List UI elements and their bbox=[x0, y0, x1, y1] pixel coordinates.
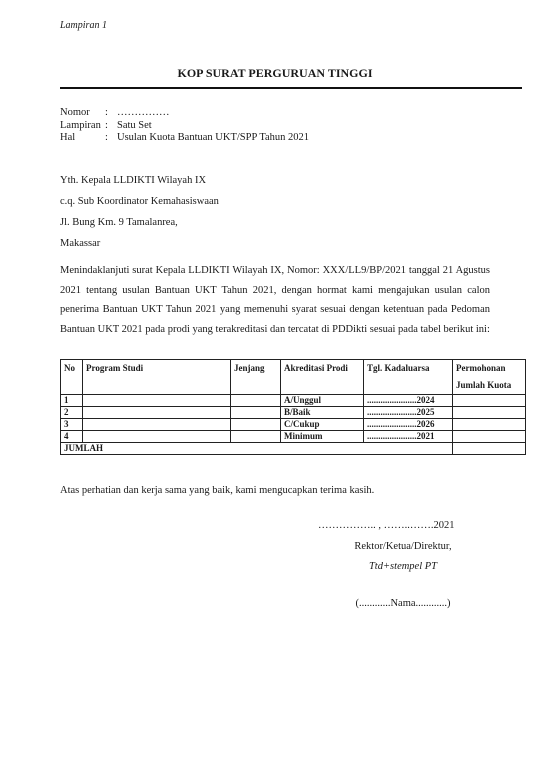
header-akreditasi: Akreditasi Prodi bbox=[281, 360, 364, 395]
total-label: JUMLAH bbox=[61, 443, 453, 455]
table-total-row bbox=[61, 443, 526, 455]
header-jenjang: Jenjang bbox=[231, 360, 281, 395]
quota-table bbox=[60, 359, 526, 455]
cell-jenjang bbox=[231, 431, 281, 443]
cell-no: 4 bbox=[61, 431, 83, 443]
header-program-studi: Program Studi bbox=[83, 360, 231, 395]
header-tgl-kadaluarsa: Tgl. Kadaluarsa bbox=[364, 360, 453, 395]
cell-akreditasi: Minimum bbox=[281, 431, 364, 443]
cell-prodi bbox=[83, 431, 231, 443]
cell-jenjang bbox=[231, 407, 281, 419]
signatory-name: (............Nama............) bbox=[355, 598, 451, 609]
cell-tgl: ......................2026 bbox=[364, 419, 453, 431]
cell-no: 2 bbox=[61, 407, 83, 419]
address-line: Jl. Bung Km. 9 Tamalanrea, bbox=[60, 217, 178, 228]
cell-tgl: ......................2021 bbox=[364, 431, 453, 443]
signatory-title: Rektor/Ketua/Direktur, bbox=[354, 541, 452, 552]
letter-meta bbox=[60, 107, 309, 145]
cell-akreditasi: A/Unggul bbox=[281, 395, 364, 407]
address-line: c.q. Sub Koordinator Kemahasiswaan bbox=[60, 196, 219, 207]
cell-tgl: ......................2025 bbox=[364, 407, 453, 419]
recipient-address bbox=[60, 170, 219, 254]
attachment-label: Lampiran 1 bbox=[60, 20, 107, 31]
meta-value: Satu Set bbox=[117, 119, 152, 131]
header-no: No bbox=[61, 360, 83, 395]
cell-prodi bbox=[83, 419, 231, 431]
signature-date: …………….. , ……..…….2021 bbox=[318, 520, 455, 531]
meta-colon: : bbox=[105, 119, 108, 131]
meta-label: Nomor bbox=[60, 107, 90, 118]
cell-kuota bbox=[453, 431, 526, 443]
address-line: Yth. Kepala LLDIKTI Wilayah IX bbox=[60, 175, 207, 186]
meta-row-lampiran bbox=[60, 120, 309, 133]
meta-row-hal bbox=[60, 132, 309, 145]
cell-tgl: ......................2024 bbox=[364, 395, 453, 407]
meta-colon: : bbox=[105, 107, 108, 118]
total-value bbox=[453, 443, 526, 455]
closing-sentence: Atas perhatian dan kerja sama yang baik, kami mengucapkan terima kasih. bbox=[60, 485, 375, 496]
meta-label: Lampiran bbox=[60, 119, 101, 131]
meta-label: Hal bbox=[60, 132, 76, 143]
cell-no: 3 bbox=[61, 419, 83, 431]
table-row bbox=[61, 431, 526, 443]
meta-value: Usulan Kuota Bantuan UKT/SPP Tahun 2021 bbox=[117, 132, 310, 143]
letter-body: Menindaklanjuti surat Kepala LLDIKTI Wilayah IX, Nomor: XXX/LL9/BP/2021 tanggal 21 Agustus 2021 tentang usulan Bantuan UKT Tahun 2021, dengan hormat kami mengajukan usulan calon penerima Bantuan UKT Tahun 2021 yang memenuhi syarat sesuai dengan ketentuan pada Pedoman Bantuan UKT 2021 pada prodi yang terakreditasi dan tercatat di PDDikti sesuai pada tabel berikut ini: bbox=[60, 265, 490, 335]
cell-no: 1 bbox=[61, 395, 83, 407]
cell-kuota bbox=[453, 395, 526, 407]
meta-row-nomor bbox=[60, 107, 309, 120]
meta-value: …………… bbox=[117, 107, 170, 118]
table-row bbox=[61, 407, 526, 419]
cell-kuota bbox=[453, 419, 526, 431]
signature-stamp-note: Ttd+stempel PT bbox=[368, 561, 438, 572]
cell-prodi bbox=[83, 395, 231, 407]
cell-prodi bbox=[83, 407, 231, 419]
letterhead-rule bbox=[60, 87, 522, 89]
table-row bbox=[61, 395, 526, 407]
cell-jenjang bbox=[231, 395, 281, 407]
table-header-row bbox=[61, 360, 526, 395]
header-permohonan: Permohonan Jumlah Kuota bbox=[453, 360, 526, 395]
meta-colon: : bbox=[105, 132, 108, 143]
cell-akreditasi: C/Cukup bbox=[281, 419, 364, 431]
table-row bbox=[61, 419, 526, 431]
cell-jenjang bbox=[231, 419, 281, 431]
cell-akreditasi: B/Baik bbox=[281, 407, 364, 419]
address-line: Makassar bbox=[60, 238, 101, 249]
letterhead-title: KOP SURAT PERGURUAN TINGGI bbox=[177, 66, 373, 80]
cell-kuota bbox=[453, 407, 526, 419]
